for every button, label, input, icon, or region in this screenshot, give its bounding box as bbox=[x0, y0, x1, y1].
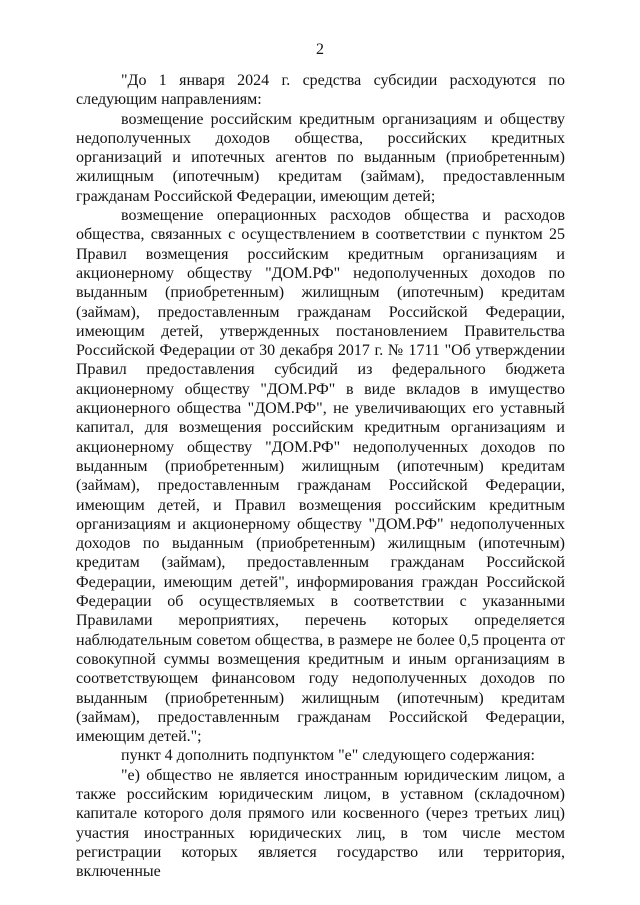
paragraph-subpoint-e: "е) общество не является иностранным юридическим лицом, а также российским юридическим лицом, в уставном (складочном) капитале которого доля прямого или косвенного (через третьих лиц) участия иностранных юридических лиц, в том числе местом регистрации которых является государство или территория, включенные bbox=[76, 766, 565, 881]
paragraph-income-compensation: возмещение российским кредитным организациям и обществу недополученных доходов общества, российских кредитных организаций и ипотечных агентов по выданным (приобретенным) жилищным (ипотечным) кредитам (займам), предоставленным гражданам Российской Федерации, имеющим детей; bbox=[76, 110, 565, 205]
paragraph-subsidy-directions: "До 1 января 2024 г. средства субсидии расходуются по следующим направлениям: bbox=[76, 72, 565, 109]
paragraph-operational-expenses: возмещение операционных расходов общества и расходов общества, связанных с осуществлением в соответствии с пунктом 25 Правил возмещения российским кредитным организациям и акционерному обществу "ДОМ.РФ" недополученных доходов по выданным (приобретенным) жилищным (ипотечным) кредитам (займам), предоставленным гражданам Российской Федерации, имеющим детей, утвержденных постановлением Правительства Российской Федерации от 30 декабря 2017 г. № 1711 "Об утверждении Правил предоставления субсидий из федерального бюджета акционерному обществу "ДОМ.РФ" в виде вкладов в имущество акционерного общества "ДОМ.РФ", не увеличивающих его уставный капитал, для возмещения российским кредитным организациям и акционерному обществу "ДОМ.РФ" недополученных доходов по выданным (приобретенным) жилищным (ипотечным) кредитам (займам), предоставленным гражданам Российской Федерации, имеющим детей, и Правил возмещения российским кредитным организациям и акционерному обществу "ДОМ.РФ" недополученных доходов по выданным (приобретенным) жилищным (ипотечным) кредитам (займам), предоставленным гражданам Российской Федерации, имеющим детей", информирования граждан Российской Федерации об осуществляемых в соответствии с указанными Правилами мероприятиях, перечень которых определяется наблюдательным советом общества, в размере не более 0,5 процента от совокупной суммы возмещения кредитным и иным организациям в соответствующем финансовом году недополученных доходов по выданным (приобретенным) жилищным (ипотечным) кредитам (займам), предоставленным гражданам Российской Федерации, имеющим детей."; bbox=[76, 207, 565, 746]
document-body bbox=[76, 71, 565, 881]
page-number: 2 bbox=[316, 41, 324, 58]
paragraph-point-4-amendment: пункт 4 дополнить подпунктом "е" следующего содержания: bbox=[121, 747, 535, 765]
